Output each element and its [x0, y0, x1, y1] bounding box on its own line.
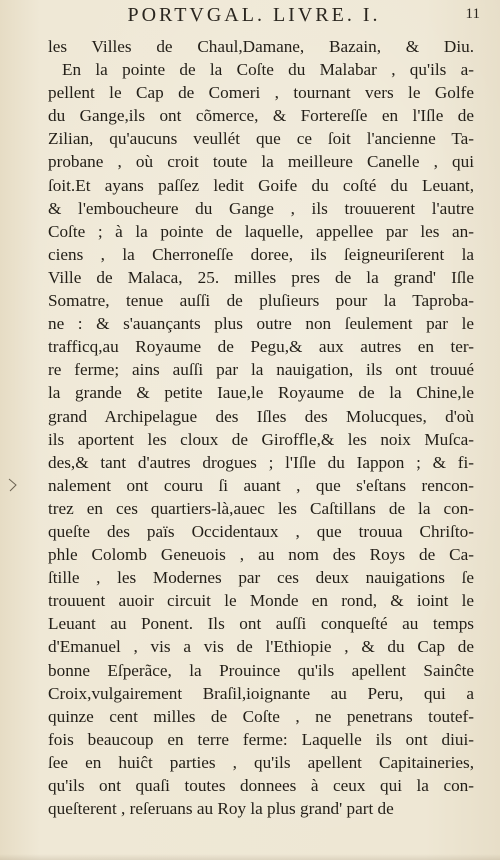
text-line: queſte des païs Occidentaux , que trouua Chriſto- — [48, 521, 474, 541]
text-line: Ville de Malaca, 25. milles pres de la grand' Iſle — [48, 267, 474, 287]
page-number: 11 — [465, 6, 480, 22]
text-line: fois beaucoup en terre ferme: Laquelle ils ont diui- — [48, 729, 474, 749]
text-line: quinze cent milles de Coſte , ne penetrans toutef- — [48, 706, 474, 726]
text-line: Zilian, qu'aucuns veullét que ce ſoit l'ancienne Ta- — [48, 129, 474, 149]
text-line: ſtille , les Modernes par ces deux nauigations ſe — [48, 568, 474, 588]
page-edge-shadow — [0, 854, 500, 860]
text-line: & l'embouchеure du Gange , ils trouuerent l'autre — [48, 198, 474, 218]
text-line: des,& tant d'autres drogues ; l'Iſle du Iappon ; & fi- — [48, 452, 474, 472]
text-line: du Gange,ils ont cõmerce, & Fortereſſe en l'Iſle de — [48, 106, 474, 126]
text-line: Coſte ; à la pointe de laquelle, appellee par les an- — [48, 221, 474, 241]
text-line: ne : & s'auançants plus outre non ſeulement par le — [48, 314, 474, 334]
text-line: pellent le Cap de Comeri , tournant vers le Golfe — [48, 83, 474, 103]
text-line: En la pointe de la Coſte du Malabar , qu'ils a- — [62, 60, 474, 80]
text-line: trez en ces quartiers-là,auec les Caſtillans de la con- — [48, 498, 474, 518]
text-line: Somatre, tenue auſſi de pluſieurs pour la Taproba- — [48, 291, 474, 311]
text-line: trafficq,au Royaume de Pegu,& aux autres en ter- — [48, 337, 474, 357]
text-line: bonne Eſperãce, la Prouince qu'ils apellent Sainĉte — [48, 660, 474, 680]
page-header — [44, 4, 480, 30]
text-line: trouuent auoir circuit le Monde en rond, & ioint le — [48, 591, 474, 611]
text-line: re ferme; ains auſſi par la nauigation, ils ont trouué — [48, 360, 474, 380]
text-line: ſee en huiĉt parties , qu'ils apellent Capitaineries, — [48, 752, 474, 772]
body-text — [48, 35, 474, 820]
text-line: les Villes de Chaul,Damane, Bazain, & Diu. — [48, 37, 474, 56]
text-line: qu'ils ont quaſi toutes donnees à ceux qui la con- — [48, 776, 474, 795]
text-line: phle Colomb Geneuois , au nom des Roys de Ca- — [48, 545, 474, 565]
text-line: queſterent , reſeruans au Roy la plus grand' part de — [48, 799, 394, 819]
text-line: grand Archipelague des Iſles des Molucques, d'où — [48, 406, 474, 426]
text-line: probane , où croit toute la meilleure Canelle , qui — [48, 152, 474, 172]
text-line: ils aportent les cloux de Giroffle,& les noix Muſca- — [48, 429, 474, 449]
text-line: ciens , la Cherroneſſe doree, ils ſeigneuriſerent la — [48, 244, 474, 264]
text-line: Leuant au Ponent. Ils ont auſſi conqueſté au temps — [48, 614, 474, 634]
text-line: ſoit.Et ayans paſſez ledit Goife du coſté du Leuant, — [48, 175, 474, 195]
margin-mark — [8, 478, 18, 492]
text-line: d'Emanuel , vis a vis de l'Ethiopie , & du Cap de — [48, 637, 474, 657]
text-line: nalement ont couru ſi auant , que s'eſtans rencon- — [48, 475, 474, 495]
text-line: Croix,vulgairement Braſil,ioignante au Peru, qui a — [48, 683, 474, 703]
running-head: PORTVGAL. LIVRE. I. — [127, 4, 381, 26]
text-line: la grande & petite Iaue,le Royaume de la Chine,le — [48, 383, 474, 403]
